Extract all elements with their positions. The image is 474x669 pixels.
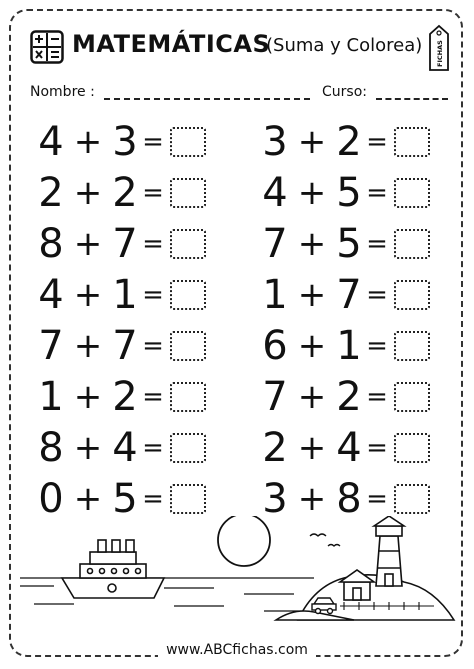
answer-box[interactable] [394,229,430,259]
answer-box[interactable] [394,127,430,157]
footer-url: www.ABCfichas.com [158,642,316,658]
equals-sign: = [366,228,388,259]
problem-row [30,218,450,269]
problem-row [30,371,450,422]
answer-box[interactable] [170,331,206,361]
problem-right [260,371,430,422]
equals-sign: = [366,432,388,463]
equals-sign: = [142,330,164,361]
plus-sign: + [297,376,327,417]
answer-box[interactable] [394,382,430,412]
equals-sign: = [142,432,164,463]
plus-sign: + [297,172,327,213]
addend-b: 7 [336,271,362,318]
plus-sign: + [73,325,103,366]
answer-box[interactable] [394,433,430,463]
problem-row [30,116,450,167]
addend-a: 7 [262,220,288,267]
page-title: MATEMÁTICAS [72,30,271,58]
plus-sign: + [297,427,327,468]
calculator-icon [30,30,64,64]
answer-box[interactable] [170,178,206,208]
problem-right [260,218,430,269]
addend-b: 2 [336,373,362,420]
addend-b: 7 [112,322,138,369]
addend-a: 2 [262,424,288,471]
plus-sign: + [73,376,103,417]
addend-a: 2 [38,169,64,216]
addend-a: 4 [262,169,288,216]
addend-b: 8 [336,475,362,522]
ship-icon [62,540,164,598]
equals-sign: = [366,330,388,361]
plus-sign: + [73,478,103,519]
problem-left [36,167,206,218]
brand-badge-text: FICHAS [436,40,444,67]
problem-row [30,320,450,371]
addend-a: 0 [38,475,64,522]
problem-left [36,320,206,371]
equals-sign: = [366,126,388,157]
birds-icon [310,534,340,546]
addend-b: 2 [112,373,138,420]
equals-sign: = [366,381,388,412]
addend-a: 3 [262,475,288,522]
problem-left [36,371,206,422]
page-subtitle: (Suma y Colorea) [266,35,423,56]
addend-b: 5 [336,169,362,216]
problem-left [36,218,206,269]
abcfichas-logo-icon [426,24,452,72]
addend-b: 1 [336,322,362,369]
answer-box[interactable] [394,331,430,361]
addend-b: 5 [336,220,362,267]
addend-b: 4 [336,424,362,471]
answer-box[interactable] [170,382,206,412]
addend-b: 4 [112,424,138,471]
problem-row [30,269,450,320]
problem-right [260,116,430,167]
name-field[interactable] [104,98,310,100]
answer-box[interactable] [170,229,206,259]
answer-box[interactable] [170,127,206,157]
addend-a: 1 [262,271,288,318]
problem-left [36,422,206,473]
plus-sign: + [73,223,103,264]
plus-sign: + [297,478,327,519]
addend-a: 7 [38,322,64,369]
equals-sign: = [142,483,164,514]
problem-left [36,269,206,320]
equals-sign: = [366,483,388,514]
problem-row [30,167,450,218]
equals-sign: = [142,381,164,412]
student-fields [30,84,450,108]
equals-sign: = [142,279,164,310]
answer-box[interactable] [394,178,430,208]
answer-box[interactable] [170,433,206,463]
plus-sign: + [73,274,103,315]
addend-a: 6 [262,322,288,369]
equals-sign: = [366,177,388,208]
equals-sign: = [142,177,164,208]
course-field[interactable] [376,98,448,100]
problem-row [30,422,450,473]
answer-box[interactable] [170,280,206,310]
sun-icon [218,516,270,566]
addend-a: 8 [38,220,64,267]
course-label: Curso: [322,84,367,100]
addend-a: 4 [38,271,64,318]
header [30,24,450,68]
plus-sign: + [297,274,327,315]
problem-right [260,320,430,371]
answer-box[interactable] [394,280,430,310]
problem-right [260,167,430,218]
answer-box[interactable] [394,484,430,514]
addend-a: 3 [262,118,288,165]
equals-sign: = [142,228,164,259]
addend-a: 4 [38,118,64,165]
plus-sign: + [73,172,103,213]
addend-a: 8 [38,424,64,471]
plus-sign: + [73,121,103,162]
addend-a: 1 [38,373,64,420]
plus-sign: + [297,223,327,264]
addend-b: 3 [112,118,138,165]
problem-right [260,269,430,320]
plus-sign: + [73,427,103,468]
problem-left [36,116,206,167]
footer [0,642,474,658]
addend-b: 2 [112,169,138,216]
addition-problems [30,116,450,524]
addend-b: 1 [112,271,138,318]
equals-sign: = [142,126,164,157]
plus-sign: + [297,121,327,162]
answer-box[interactable] [170,484,206,514]
addend-a: 7 [262,373,288,420]
addend-b: 7 [112,220,138,267]
addend-b: 2 [336,118,362,165]
addend-b: 5 [112,475,138,522]
problem-right [260,422,430,473]
plus-sign: + [297,325,327,366]
equals-sign: = [366,279,388,310]
name-label: Nombre : [30,84,95,100]
coloring-scene [14,516,460,626]
lighthouse-icon [374,516,404,586]
